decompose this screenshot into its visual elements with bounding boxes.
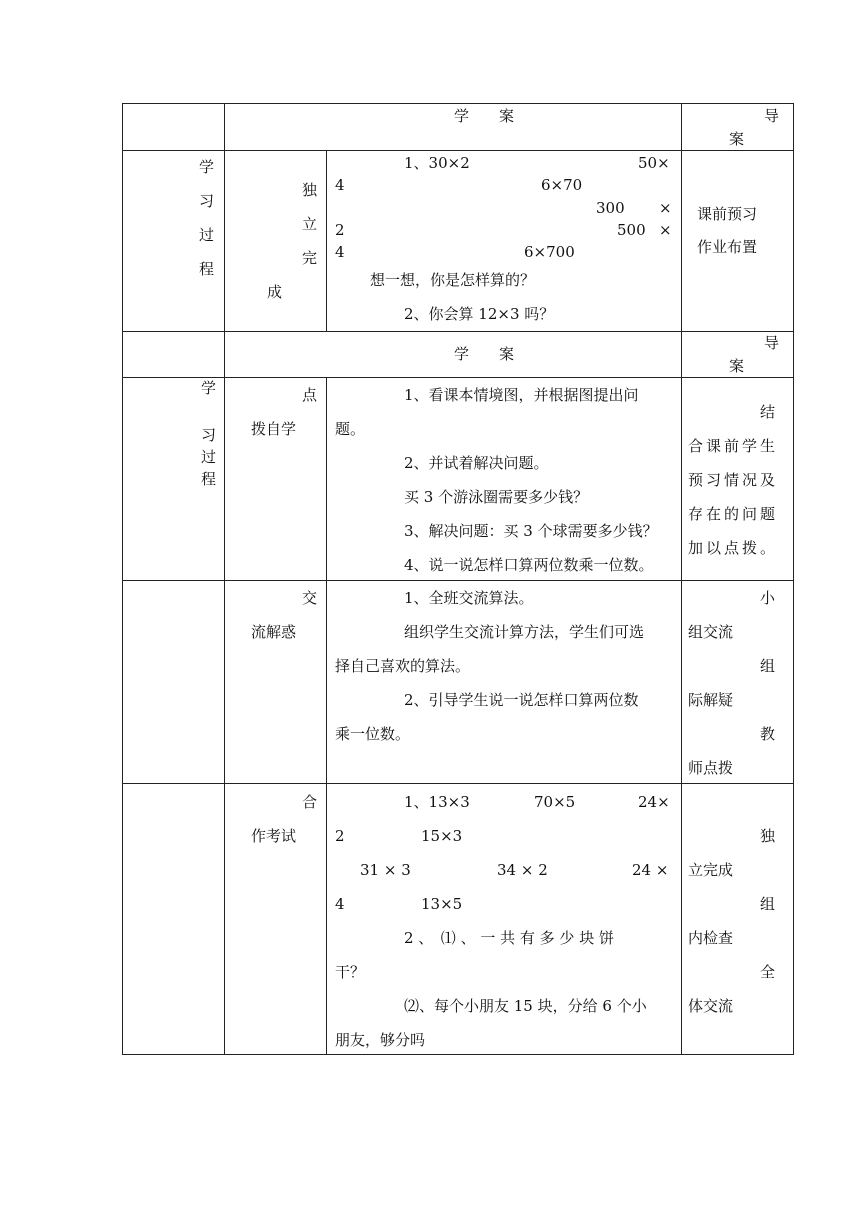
guide-line: 小 bbox=[760, 589, 776, 607]
table-border-row bbox=[122, 580, 794, 581]
process-label-char: 习 bbox=[199, 192, 215, 210]
content-line: 4 bbox=[335, 243, 345, 261]
content-line: 31 × 3 bbox=[360, 861, 411, 879]
content-line: 2 bbox=[335, 827, 345, 845]
guide-line: 组 bbox=[760, 895, 776, 913]
guide-line: 全 bbox=[760, 963, 776, 981]
content-line: 乘一位数。 bbox=[335, 725, 411, 743]
content-line: 4 bbox=[335, 176, 345, 194]
guide-line: 师点拨 bbox=[688, 759, 734, 777]
content-line: 6×70 bbox=[541, 176, 583, 194]
guide-line: 际解疑 bbox=[688, 691, 734, 709]
content-line: × bbox=[659, 199, 672, 217]
content-line: 4 bbox=[335, 895, 345, 913]
header-dao: 导 bbox=[764, 107, 780, 125]
header-xue-an: 学 案 bbox=[454, 107, 515, 125]
process-label-char: 程 bbox=[199, 260, 215, 278]
content-line: 4、说一说怎样口算两位数乘一位数。 bbox=[404, 556, 654, 574]
content-line: 朋友，够分吗 bbox=[335, 1031, 426, 1049]
guide-line: 课前预习 bbox=[697, 205, 758, 223]
header-xue-an: 学 案 bbox=[454, 345, 515, 363]
guide-line: 教 bbox=[760, 725, 776, 743]
content-line: 2、并试着解决问题。 bbox=[404, 454, 549, 472]
content-line: 择自己喜欢的算法。 bbox=[335, 657, 471, 675]
content-line: 题。 bbox=[335, 420, 366, 438]
stage-label: 交 bbox=[302, 589, 318, 607]
content-line: 6×700 bbox=[524, 243, 575, 261]
content-line: 500 bbox=[617, 221, 646, 239]
header-an: 案 bbox=[729, 357, 745, 375]
content-line: 15×3 bbox=[421, 827, 463, 845]
content-line: 24 × bbox=[632, 861, 669, 879]
content-line: 34 × 2 bbox=[497, 861, 548, 879]
process-label-char: 习 bbox=[201, 426, 217, 444]
content-line: 3、解决问题：买 3 个球需要多少钱？ bbox=[404, 522, 658, 540]
stage-label: 拨自学 bbox=[251, 420, 297, 438]
content-line: 24× bbox=[638, 793, 670, 811]
content-line: 13×5 bbox=[421, 895, 463, 913]
table-border-top bbox=[122, 103, 794, 104]
stage-label: 点 bbox=[302, 386, 318, 404]
content-line: 买 3 个游泳圈需要多少钱？ bbox=[404, 488, 589, 506]
table-border-bottom bbox=[122, 1054, 794, 1055]
content-line: ⑵、每个小朋友 15 块，分给 6 个小 bbox=[404, 997, 647, 1015]
process-label-char: 程 bbox=[201, 470, 217, 488]
process-label-char: 过 bbox=[201, 448, 217, 466]
guide-line: 合课前学生 bbox=[688, 437, 779, 455]
stage-label-char: 独 bbox=[302, 181, 318, 199]
header-dao: 导 bbox=[764, 334, 780, 352]
table-border-left bbox=[122, 103, 123, 1055]
table-border-row bbox=[122, 783, 794, 784]
guide-line: 独 bbox=[760, 827, 776, 845]
guide-line: 立完成 bbox=[688, 861, 734, 879]
content-line: 300 bbox=[596, 199, 625, 217]
table-border-col3 bbox=[326, 150, 327, 331]
guide-line: 组 bbox=[760, 657, 776, 675]
guide-line: 预习情况及 bbox=[688, 471, 779, 489]
content-line: 干？ bbox=[335, 963, 366, 981]
guide-line: 体交流 bbox=[688, 997, 734, 1015]
content-line: 1、看课本情境图，并根据图提出问 bbox=[404, 386, 639, 404]
content-line: 70×5 bbox=[534, 793, 576, 811]
guide-line: 内检查 bbox=[688, 929, 734, 947]
guide-line: 加以点拨。 bbox=[688, 539, 779, 557]
process-label-char: 过 bbox=[199, 226, 215, 244]
guide-line: 组交流 bbox=[688, 623, 734, 641]
table-border-row bbox=[122, 377, 794, 378]
content-line: 2 bbox=[335, 221, 345, 239]
content-line: 1、全班交流算法。 bbox=[404, 589, 534, 607]
content-line: 2、你会算 12×3 吗？ bbox=[404, 305, 555, 323]
table-border-col4 bbox=[681, 103, 682, 1055]
stage-label-char: 完 bbox=[302, 249, 318, 267]
guide-line: 存在的问题 bbox=[688, 505, 779, 523]
content-line: 2 、 ⑴ 、 一 共 有 多 少 块 饼 bbox=[404, 929, 614, 947]
stage-label-char: 成 bbox=[267, 283, 283, 301]
process-label-char: 学 bbox=[199, 158, 215, 176]
table-border-row bbox=[122, 331, 794, 332]
content-line: 50× bbox=[638, 154, 670, 172]
table-border-right bbox=[793, 103, 794, 1055]
content-line: 2、引导学生说一说怎样口算两位数 bbox=[404, 691, 639, 709]
stage-label: 流解惑 bbox=[251, 623, 297, 641]
table-border-col3 bbox=[326, 377, 327, 1055]
content-line: × bbox=[659, 221, 672, 239]
header-an: 案 bbox=[729, 130, 745, 148]
stage-label: 合 bbox=[302, 793, 318, 811]
stage-label-char: 立 bbox=[302, 215, 318, 233]
table-border-row bbox=[122, 150, 794, 151]
content-line: 组织学生交流计算方法，学生们可选 bbox=[404, 623, 645, 641]
guide-line: 结 bbox=[760, 403, 776, 421]
guide-line: 作业布置 bbox=[697, 238, 758, 256]
content-line: 1、30×2 bbox=[404, 154, 470, 172]
stage-label: 作考试 bbox=[251, 827, 297, 845]
process-label-char: 学 bbox=[201, 379, 217, 397]
content-line: 1、13×3 bbox=[404, 793, 470, 811]
table-border-col2 bbox=[224, 103, 225, 1055]
content-line: 想一想，你是怎样算的？ bbox=[370, 271, 536, 289]
